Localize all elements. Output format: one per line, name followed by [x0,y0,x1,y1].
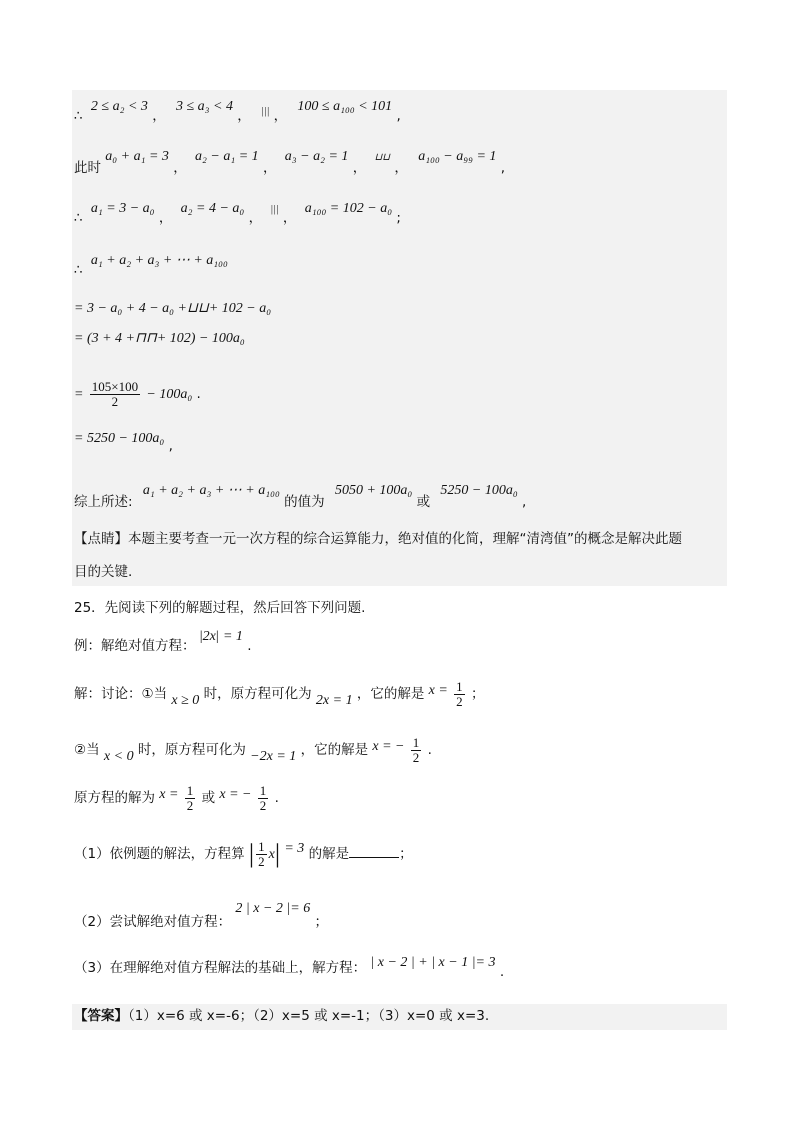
fraction-numerator: 1 [258,839,265,854]
ellipsis-mark: ⊔⊔ [374,152,391,163]
comma: ， [237,108,251,124]
question-2-equation: 2 | x − 2 |= 6 [235,901,311,916]
fraction [90,380,140,408]
line-end: , [396,108,401,124]
case-equation: −2x = 1 [250,749,297,765]
abs-right-bar: | [274,839,281,869]
fraction [454,680,465,708]
line-end: ； [314,914,328,930]
value-one: 5050 + 100a₀ [334,483,413,498]
therefore-symbol: ∴ [74,108,83,124]
fraction-denominator: 2 [258,853,265,869]
line-end: . [499,964,505,980]
case-condition: x < 0 [103,749,134,765]
solution-line-2 [74,149,506,176]
comma: ， [152,108,166,124]
case-mid-2: ，它的解是 [300,742,369,759]
question-3-equation: | x − 2 | + | x − 1 |= 3 [370,955,496,970]
line-end: ; [396,210,401,226]
fraction-numerator: 1 [456,679,463,694]
question-1-suffix: 的解是 [308,846,350,863]
equation-a1: a₁ = 3 − a₀ [90,201,155,216]
solution-line-7 [74,380,201,408]
fraction-numerator: 1 [259,783,267,798]
fraction-denominator: 2 [456,693,463,709]
fraction-denominator: 2 [412,749,420,765]
comma: ， [273,108,288,124]
ellipsis-mark: ||| [261,106,270,117]
solution-line-1 [74,99,401,124]
case-mid-2: ，它的解是 [356,686,425,703]
case-equation: 2x = 1 [315,693,353,709]
question-3 [74,955,505,980]
comma: ， [352,160,367,176]
sum-expression: a₁ + a₂ + a₃ + ⋯ + a₁₀₀ [142,483,280,498]
or-word: 或 [201,790,216,807]
solution-line-6: = (3 + 4 +⊓⊓+ 102) − 100a₀ [74,331,245,346]
comment-line-2: 目的关键. [74,564,133,580]
abs-left-bar: | [199,629,203,644]
equation-a0-a1: a₀ + a₁ = 3 [105,149,169,164]
example-label: 例：解绝对值方程： [74,638,196,654]
example-line [74,629,252,654]
case-mid: 时，原方程可化为 [203,686,312,703]
therefore-symbol: ∴ [74,210,83,226]
comma: ， [282,210,297,226]
fraction [256,840,267,868]
summary-mid: 的值为 [284,494,325,510]
inequality-a3: 3 ≤ a₃ < 4 [175,99,233,114]
fraction-denominator: 2 [111,393,119,409]
solution-lhs-2: x = − [219,787,252,803]
equation-a100-a99: a₁₀₀ − a₉₉ = 1 [418,149,497,164]
line-end: , [500,160,506,176]
line-end: . [427,742,432,759]
question-1-prefix: （1）依例题的解法，方程算 [74,846,245,863]
solution-line-4 [74,253,228,278]
equation-a100: a₁₀₀ = 102 − a₀ [304,201,393,216]
answer-line [74,1010,489,1024]
fraction-numerator: 105×100 [91,379,139,394]
comma: ， [158,210,173,226]
case-prefix: ②当 [74,742,100,759]
line-end: ； [399,846,413,863]
value-two: 5250 − 100a₀ [440,483,518,498]
summary-prefix: 综上所述: [74,494,133,510]
answer-blank[interactable] [349,847,399,858]
solution-lhs-1: x = [159,787,179,803]
comma: ， [173,160,187,176]
therefore-symbol: ∴ [74,262,83,278]
sum-expression: a₁ + a₂ + a₃ + ⋯ + a₁₀₀ [90,253,228,268]
abs-left-bar: | [248,839,255,869]
line-end: , [168,438,173,454]
line-end: , [522,494,527,510]
equation-rhs: = 3 [284,841,305,857]
problem-25-intro: 25．先阅读下列的解题过程，然后回答下列问题. [74,600,366,616]
question-2 [74,901,328,930]
equals-sign: = [74,387,84,403]
line-prefix: 此时 [74,160,101,176]
equation-a3-a2: a₃ − a₂ = 1 [284,149,349,164]
abs-right-bar: | [215,629,219,644]
case-condition: x ≥ 0 [171,693,200,709]
comma: ， [262,160,277,176]
answer-text: （1）x=6 或 x=-6；（2）x=5 或 x=-1；（3）x=0 或 x=3. [128,1008,490,1024]
fraction-2 [258,784,269,812]
solution-line-8 [74,431,173,454]
equation-a2-a1: a₂ − a₁ = 1 [195,149,259,164]
equation-a2: a₂ = 4 − a₀ [180,201,245,216]
equation-rhs: = 1 [222,629,243,644]
line-end: . [247,638,252,654]
comma: ， [248,210,263,226]
inequality-a2: 2 ≤ a₂ < 3 [90,99,148,114]
fraction-1 [185,784,196,812]
abs-variable: x [268,847,275,863]
solution-line-9 [74,483,527,510]
expression-rest: − 100a₀ [146,387,193,403]
question-1 [74,840,413,868]
line-end: . [196,386,201,403]
line-end: ； [470,686,485,703]
abs-inner: 2x [202,629,216,644]
comma: ， [394,160,408,176]
solution-case-1 [74,680,484,708]
or-word: 或 [416,494,431,510]
case-mid: 时，原方程可化为 [137,742,246,759]
fraction-denominator: 2 [259,797,267,813]
comment-line-1: 【点睛】本题主要考查一元一次方程的综合运算能力，绝对值的化简，理解“清湾值”的概念是解决此题 [74,531,682,547]
fraction-numerator: 1 [412,735,420,750]
summary-prefix: 原方程的解为 [74,790,155,807]
inequality-a100: 100 ≤ a₁₀₀ < 101 [297,99,393,114]
ellipsis-mark: ||| [270,204,279,215]
solution-line-3 [74,201,401,226]
result-expression: = 5250 − 100a₀ [74,431,165,446]
fraction [411,736,422,764]
solution-summary [74,784,279,812]
fraction-numerator: 1 [186,783,194,798]
solution-case-2 [74,736,432,764]
question-2-prefix: （2）尝试解绝对值方程： [74,914,232,930]
solution-lhs: x = [428,683,448,699]
question-3-prefix: （3）在理解绝对值方程解法的基础上，解方程： [74,960,367,976]
fraction-denominator: 2 [186,797,194,813]
answer-label: 【答案】 [74,1008,128,1024]
solution-lhs: x = − [372,739,405,755]
line-end: . [274,790,279,807]
case-prefix: 解：讨论：①当 [74,686,168,703]
solution-line-5: = 3 − a₀ + 4 − a₀ +⊔⊔+ 102 − a₀ [74,301,272,316]
